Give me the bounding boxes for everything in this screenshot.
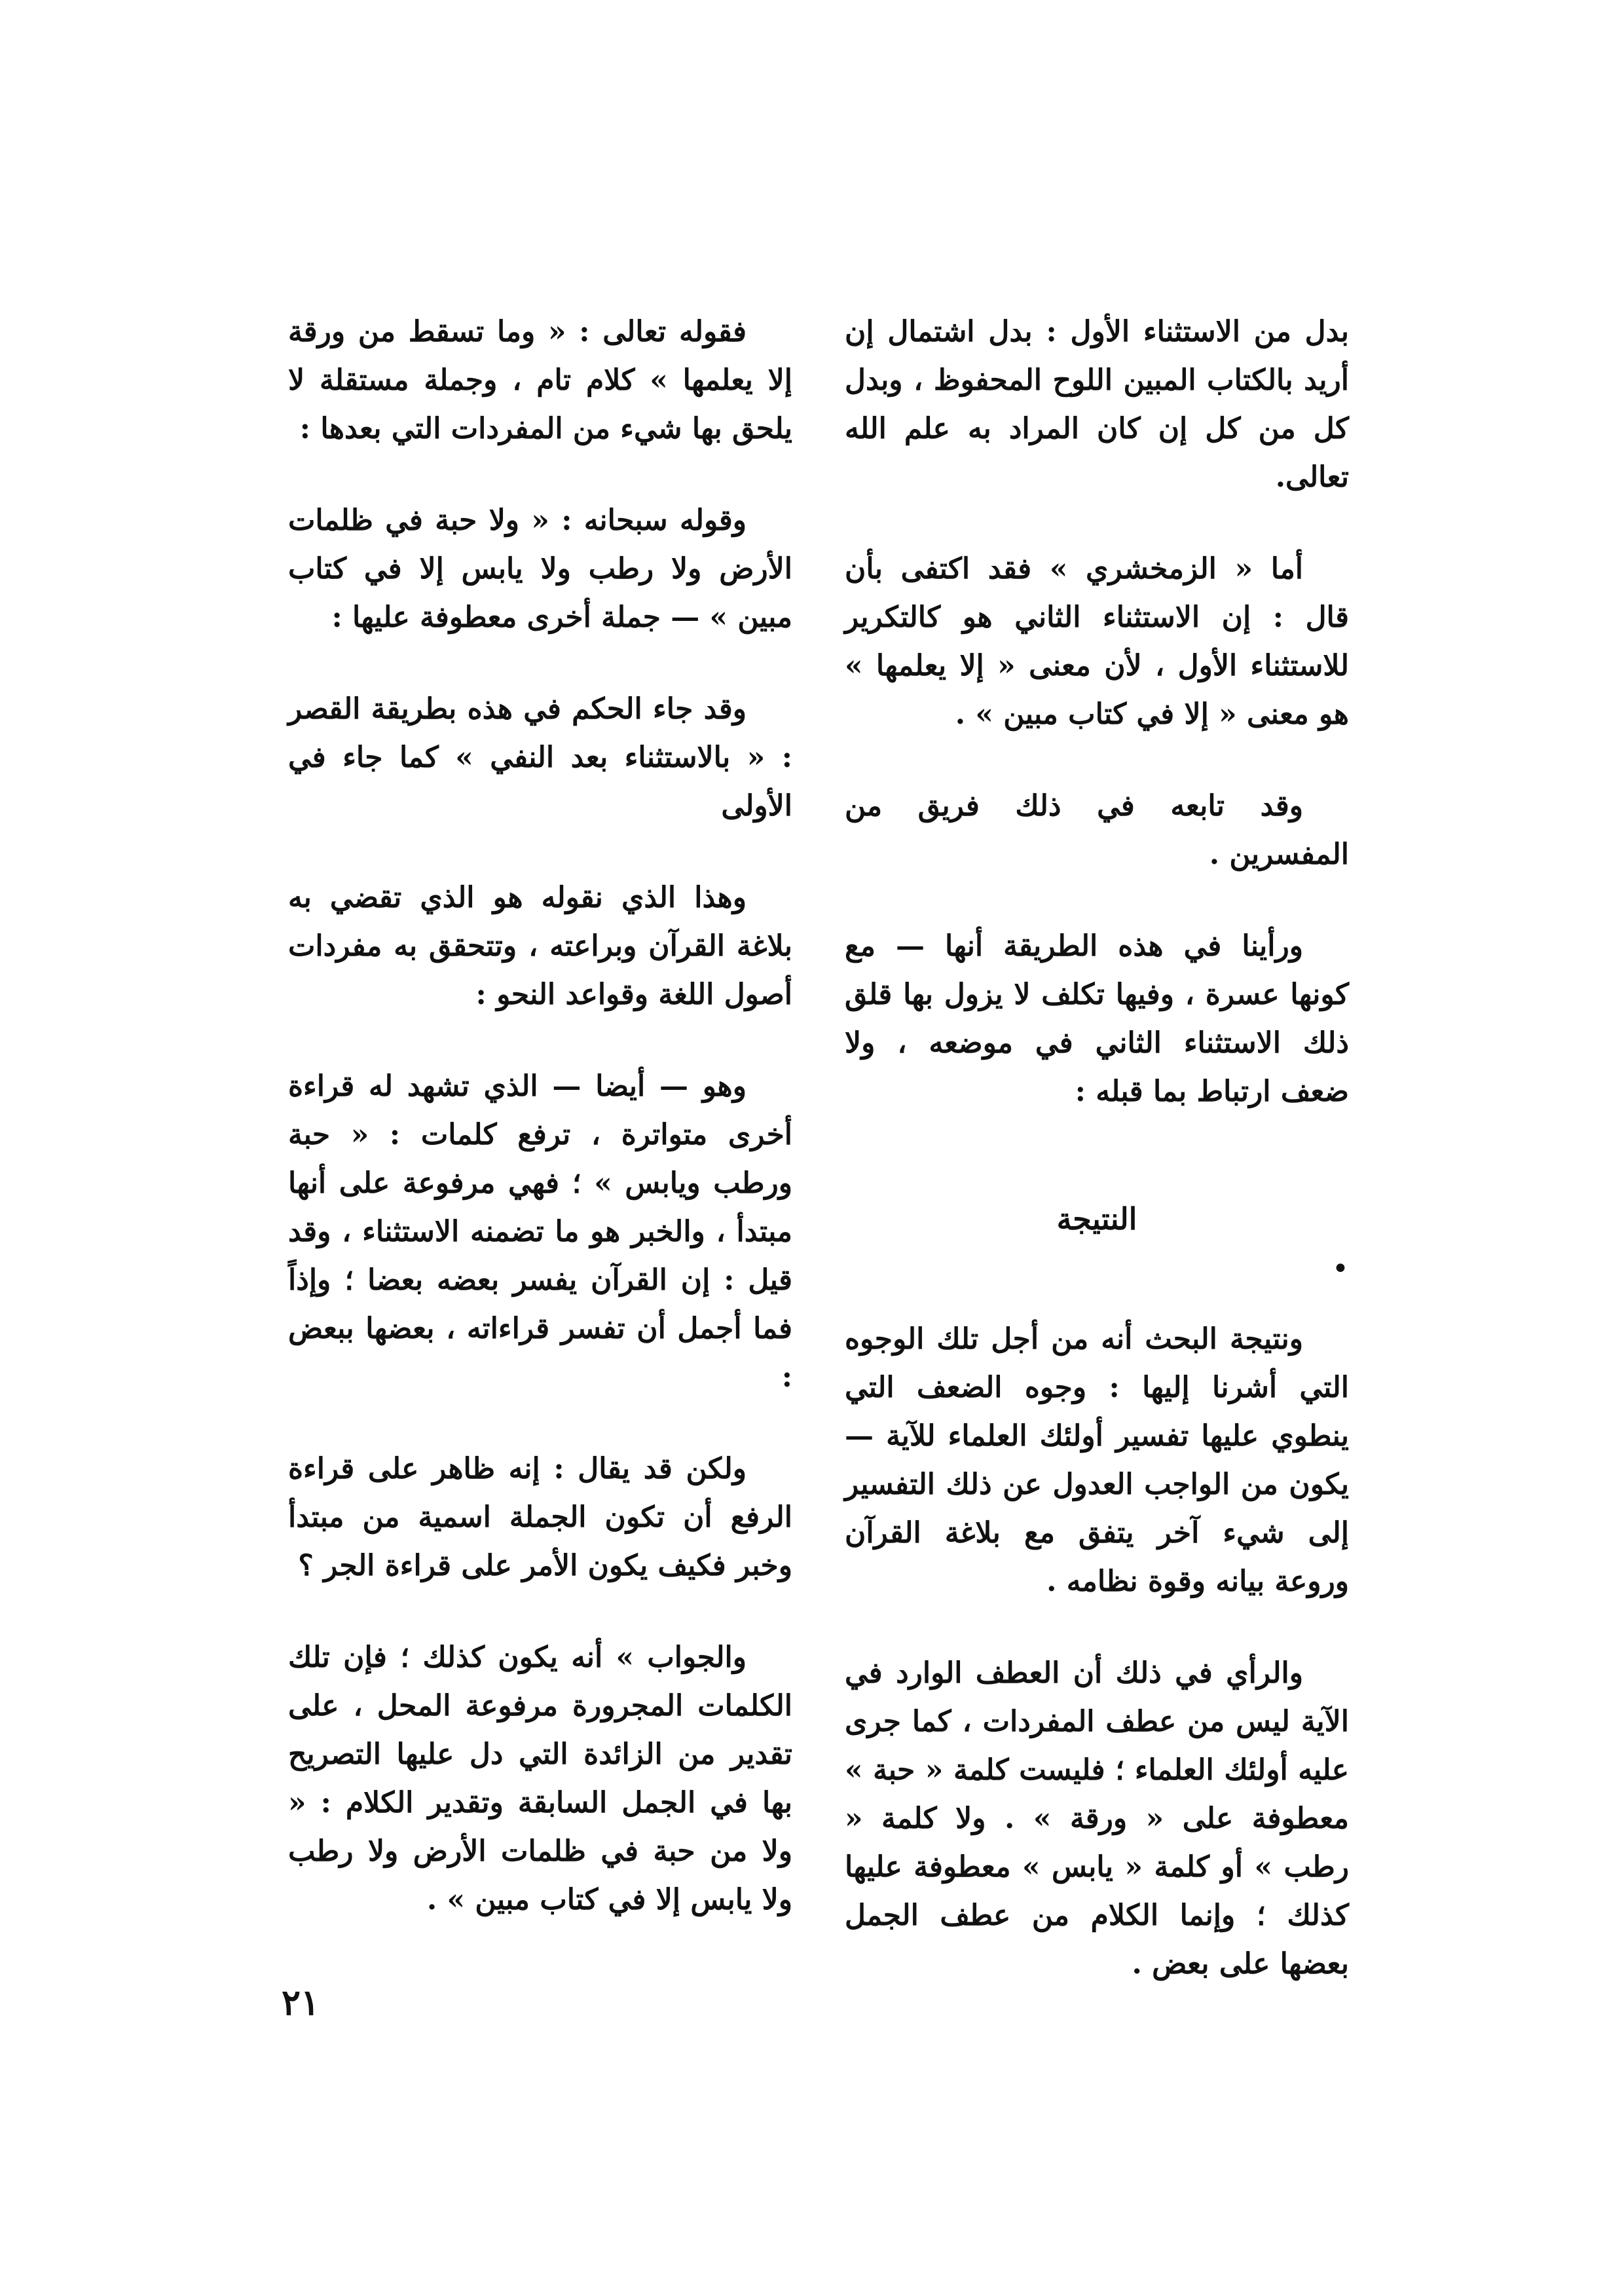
left-paragraph-3: وقد جاء الحكم في هذه بطريقة القصر : « بالاستثناء بعد النفي » كما جاء في الأولى [288, 692, 792, 823]
heading-dot-ornament: • [1332, 1252, 1349, 1286]
left-paragraph-7: والجواب » أنه يكون كذلك ؛ فإن تلك الكلمات المجرورة مرفوعة المحل ، على تقدير من الزائدة التي دل عليها التصريح بها في الجمل السابقة وتقدير الكلام : « ولا من حبة في ظلمات الأرض ولا رطب ولا يابس إلا في كتاب مبين » . [288, 1641, 792, 1916]
right-column [845, 308, 1349, 2032]
section-heading: النتيجة [1056, 1201, 1137, 1237]
right-paragraph-2: أما « الزمخشري » فقد اكتفى بأن قال : إن الاستثناء الثاني هو كالتكرير للاستثناء الأول ، لأن معنى « إلا يعلمها » هو معنى « إلا في كتاب مبين » . [845, 552, 1349, 731]
right-paragraph-1: بدل من الاستثناء الأول : بدل اشتمال إن أريد بالكتاب المبين اللوح المحفوظ ، وبدل كل من كل إن كان المراد به علم الله تعالى. [845, 315, 1349, 494]
left-paragraph-2: وقوله سبحانه : « ولا حبة في ظلمات الأرض ولا رطب ولا يابس إلا في كتاب مبين » — جملة أخرى معطوفة عليها : [288, 504, 792, 634]
left-paragraph-4: وهذا الذي نقوله هو الذي تقضي به بلاغة القرآن وبراعته ، وتتحقق به مفردات أصول اللغة وقواعد النحو : [288, 881, 792, 1011]
right-paragraph-3: وقد تابعه في ذلك فريق من المفسرين . [845, 789, 1349, 871]
right-paragraph-4: ورأينا في هذه الطريقة أنها — مع كونها عسرة ، وفيها تكلف لا يزول بها قلق ذلك الاستثناء الثاني في موضعه ، ولا ضعف ارتباط بما قبله : [845, 929, 1349, 1108]
left-paragraph-1: فقوله تعالى : « وما تسقط من ورقة إلا يعلمها » كلام تام ، وجملة مستقلة لا يلحق بها شيء من المفردات التي بعدها : [288, 315, 792, 445]
right-paragraph-6: والرأي في ذلك أن العطف الوارد في الآية ليس من عطف المفردات ، كما جرى عليه أولئك العلماء ؛ فليست كلمة « حبة » معطوفة على « ورقة » . ولا كلمة « رطب » أو كلمة « يابس » معطوفة عليها كذلك ؛ وإنما الكلام من عطف الجمل بعضها على بعض . [845, 1656, 1349, 1981]
left-column [288, 308, 792, 1968]
page-number: ٢١ [282, 1981, 320, 2023]
left-paragraph-5: وهو — أيضا — الذي تشهد له قراءة أخرى متواترة ، ترفع كلمات : « حبة ورطب ويابس » ؛ فهي مرفوعة على أنها مبتدأ ، والخبر هو ما تضمنه الاستثناء ، وقد قيل : إن القرآن يفسر بعضه بعضا ؛ وإذاً فما أجمل أن تفسر قراءاته ، بعضها ببعض : [288, 1070, 792, 1394]
right-paragraph-5: ونتيجة البحث أنه من أجل تلك الوجوه التي أشرنا إليها : وجوه الضعف التي ينطوي عليها تفسير أولئك العلماء للآية — يكون من الواجب العدول عن ذلك التفسير إلى شيء آخر يتفق مع بلاغة القرآن وروعة بيانه وقوة نظامه . [845, 1322, 1349, 1598]
left-paragraph-6: ولكن قد يقال : إنه ظاهر على قراءة الرفع أن تكون الجملة اسمية من مبتدأ وخبر فكيف يكون الأمر على قراءة الجر ؟ [288, 1452, 792, 1582]
